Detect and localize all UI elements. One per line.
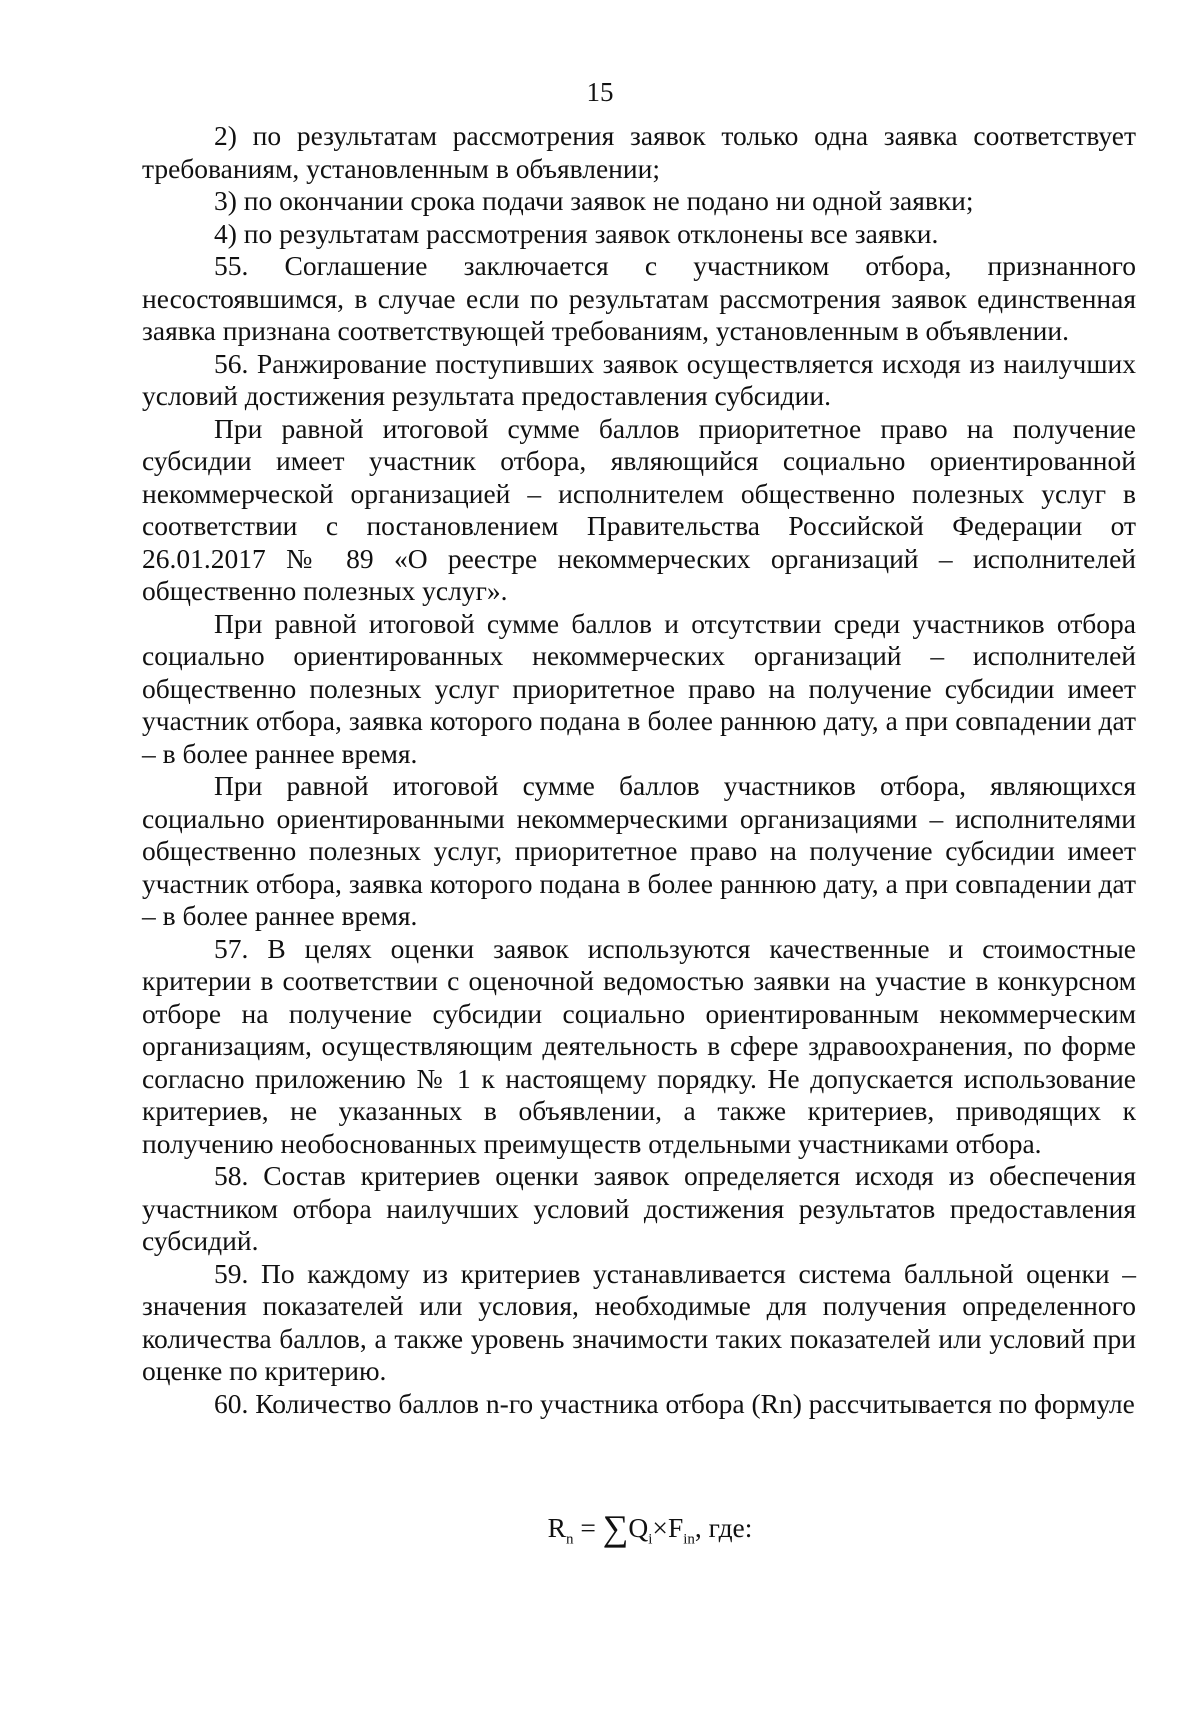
paragraph-56-priority-3: При равной итоговой сумме баллов участников отбора, являющихся социально ориентированными некоммерческими организациями – исполнителями общественно полезных услуг, приоритетное право на получение субсидии имеет участник отбора, заявка которого подана в более раннюю дату, а при совпадении дат – в более раннее время.	[142, 770, 1136, 931]
formula-times: ×	[652, 1512, 668, 1543]
paragraph-item-3: 3) по окончании срока подачи заявок не подано ни одной заявки;	[214, 185, 974, 216]
paragraph-58: 58. Состав критериев оценки заявок определяется исходя из обеспечения участником отбора наилучших условий достижения результатов предоставления субсидий.	[142, 1160, 1136, 1256]
paragraph-56-priority-1: При равной итоговой сумме баллов приоритетное право на получение субсидии имеет участник отбора, являющийся социально ориентированной некоммерческой организацией – исполнителем общественно полезных услуг в соответствии с постановлением Правительства Российской Федерации от 26.01.2017 № 89 «О реестре некоммерческих организаций – исполнителей общественно полезных услуг».	[142, 412, 1136, 606]
paragraph-57: 57. В целях оценки заявок используются качественные и стоимостные критерии в соответствии с оценочной ведомостью заявки на участие в конкурсном отборе на получение субсидии социально ориентированным некоммерческим организациям, осуществляющим деятельность в сфере здравоохранения, по форме согласно приложению № 1 к настоящему порядку. Не допускается использование критериев, не указанных в объявлении, а также критериев, приводящих к получению необоснованных преимуществ отдельными участниками отбора.	[142, 932, 1136, 1159]
formula-lhs: R	[547, 1512, 566, 1543]
body-text	[142, 120, 1136, 1420]
paragraph-60: 60. Количество баллов n-го участника отбора (Rn) рассчитывается по формуле	[214, 1387, 1135, 1419]
formula-sigma: ∑	[602, 1508, 629, 1548]
formula-q-sub: i	[648, 1531, 653, 1548]
formula-tail: , где:	[694, 1512, 753, 1543]
formula-f: F	[667, 1512, 684, 1543]
formula-q: Q	[628, 1512, 649, 1543]
formula-block	[0, 1508, 1200, 1560]
paragraph-59: 59. По каждому из критериев устанавливается система балльной оценки – значения показателей или условия, необходимые для получения определенного количества баллов, а также уровень значимости таких показателей или условий при оценке по критерию.	[142, 1257, 1136, 1386]
paragraph-item-4: 4) по результатам рассмотрения заявок отклонены все заявки.	[214, 217, 939, 249]
page-number: 15	[586, 77, 614, 107]
paragraph-56-priority-2: При равной итоговой сумме баллов и отсутствии среди участников отбора социально ориентированных некоммерческих организаций – исполнителей общественно полезных услуг приоритетное право на получение субсидии имеет участник отбора, заявка которого подана в более раннюю дату, а при совпадении дат – в более раннее время.	[142, 607, 1136, 769]
paragraph-56: 56. Ранжирование поступивших заявок осуществляется исходя из наилучших условий достижения результата предоставления субсидии.	[142, 347, 1136, 411]
formula-lhs-sub: n	[565, 1531, 574, 1548]
paragraph-item-2: 2) по результатам рассмотрения заявок только одна заявка соответствует требованиям, установленным в объявлении;	[142, 120, 1136, 184]
formula-equals: =	[573, 1512, 603, 1543]
score-formula	[548, 1508, 753, 1560]
paragraph-55: 55. Соглашение заключается с участником отбора, признанного несостоявшимся, в случае если по результатам рассмотрения заявок единственная заявка признана соответствующей требованиям, установленным в объявлении.	[142, 250, 1136, 346]
formula-f-sub: in	[683, 1531, 695, 1548]
